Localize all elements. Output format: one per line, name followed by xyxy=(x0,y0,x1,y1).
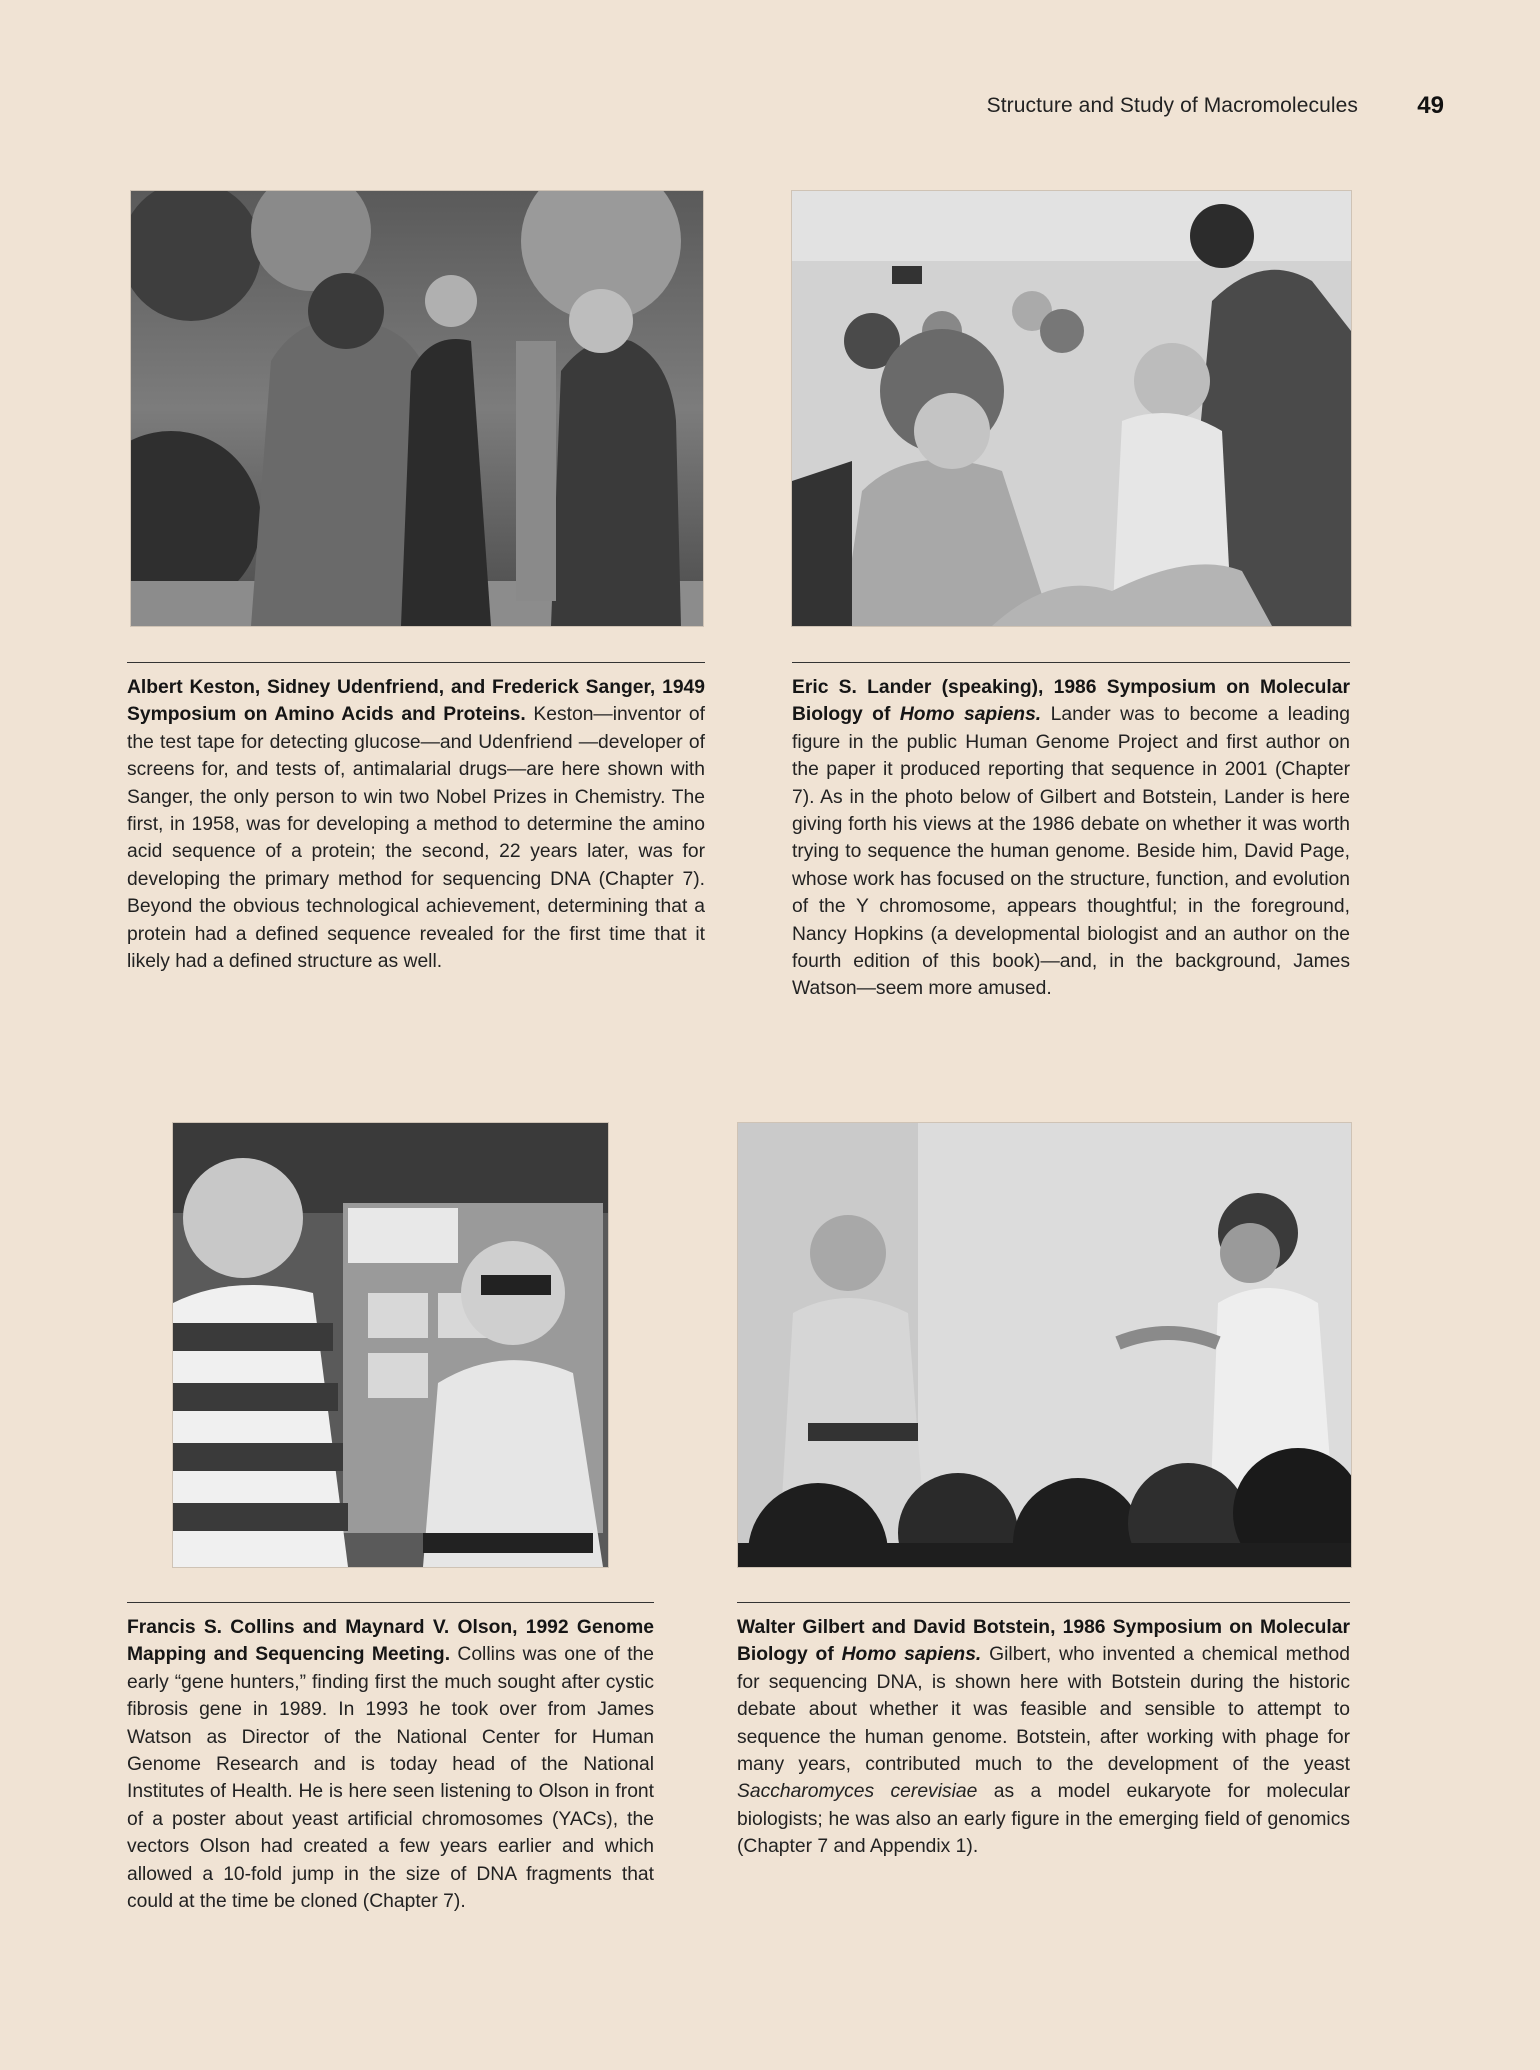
caption-body: Collins was one of the early “gene hunters,” finding first the much sought after cystic fibrosis gene in 1989. In 1993 he took over from James Watson as Director of the National Center for Human Genome Research and is today head of the National Institutes of Health. He is here seen listening to Olson in front of a poster about yeast artificial chromosomes (YACs), the vectors Olson had created a few years earlier and which allowed a 10-fold jump in the size of DNA fragments that could at the time be cloned (Chapter 7). xyxy=(127,1644,655,1913)
page-number: 49 xyxy=(1417,92,1444,119)
caption-body: as a model eukaryote for molecular biologists; he was also an early figure in the emerging field of genomics (Chapter 7 and Appendix 1). xyxy=(737,1781,1350,1858)
photo-keston-udenfriend-sanger xyxy=(130,190,704,627)
caption-collins xyxy=(127,1614,654,1915)
caption-body: Gilbert, who invented a chemical method for sequencing DNA, is shown here with Botstein during the historic debate about whether it was feasible and sensible to attempt to sequence the human genome. Botstein, after working with phage for many years, contributed much to the development of the yeast xyxy=(737,1644,1350,1776)
caption-body: Keston—inventor of the test tape for detecting glucose—and Udenfriend —developer of screens for, and tests of, antimalarial drugs—are here shown with Sanger, the only person to win two Nobel Prizes in Chemistry. The first, in 1958, was for developing a method to determine the amino acid sequence of a protein; the second, 22 years later, was for developing the primary method for sequencing DNA (Chapter 7). Beyond the obvious technological achievement, determining that a protein had a defined sequence revealed for the first time that it likely had a defined structure as well. xyxy=(127,704,706,973)
caption-title: Eric S. Lander (speaking), 1986 Symposium on Molecular Biology of xyxy=(792,677,1350,726)
caption-rule xyxy=(792,662,1350,663)
caption-title-species: Homo sapiens. xyxy=(899,704,1042,726)
caption-rule xyxy=(127,662,705,663)
header-title: Structure and Study of Macromolecules xyxy=(986,94,1358,117)
photo-collins-olson xyxy=(172,1122,609,1568)
caption-rule xyxy=(127,1602,654,1603)
caption-title-species: Homo sapiens. xyxy=(841,1644,982,1666)
caption-lander xyxy=(792,674,1350,1003)
photo-gilbert-botstein xyxy=(737,1122,1352,1568)
caption-body: Lander was to become a leading figure in the public Human Genome Project and first author on the paper it produced reporting that sequence in 2001 (Chapter 7). As in the photo below of Gilbert and Botstein, Lander is here giving forth his views at the 1986 debate on whether it was worth trying to sequence the human genome. Beside him, David Page, whose work has focused on the structure, function, and evolution of the Y chromosome, appears thoughtful; in the foreground, Nancy Hopkins (a developmental biologist and an author on the fourth edition of this book)—and, in the background, James Watson—seem more amused. xyxy=(792,704,1350,1000)
caption-rule xyxy=(737,1602,1350,1603)
caption-gilbert xyxy=(737,1614,1350,1861)
caption-title: Walter Gilbert and David Botstein, 1986 Symposium on Molecular Biology of xyxy=(737,1617,1350,1666)
photo-lander-speaking xyxy=(791,190,1352,627)
caption-title: Francis S. Collins and Maynard V. Olson, 1992 Genome Mapping and Sequencing Meeting. xyxy=(127,1617,654,1666)
caption-species-name: Saccharomyces cerevisiae xyxy=(737,1781,978,1803)
caption-title: Albert Keston, Sidney Udenfriend, and Frederick Sanger, 1949 Symposium on Amino Acids and Proteins. xyxy=(127,677,705,726)
caption-keston xyxy=(127,674,705,975)
